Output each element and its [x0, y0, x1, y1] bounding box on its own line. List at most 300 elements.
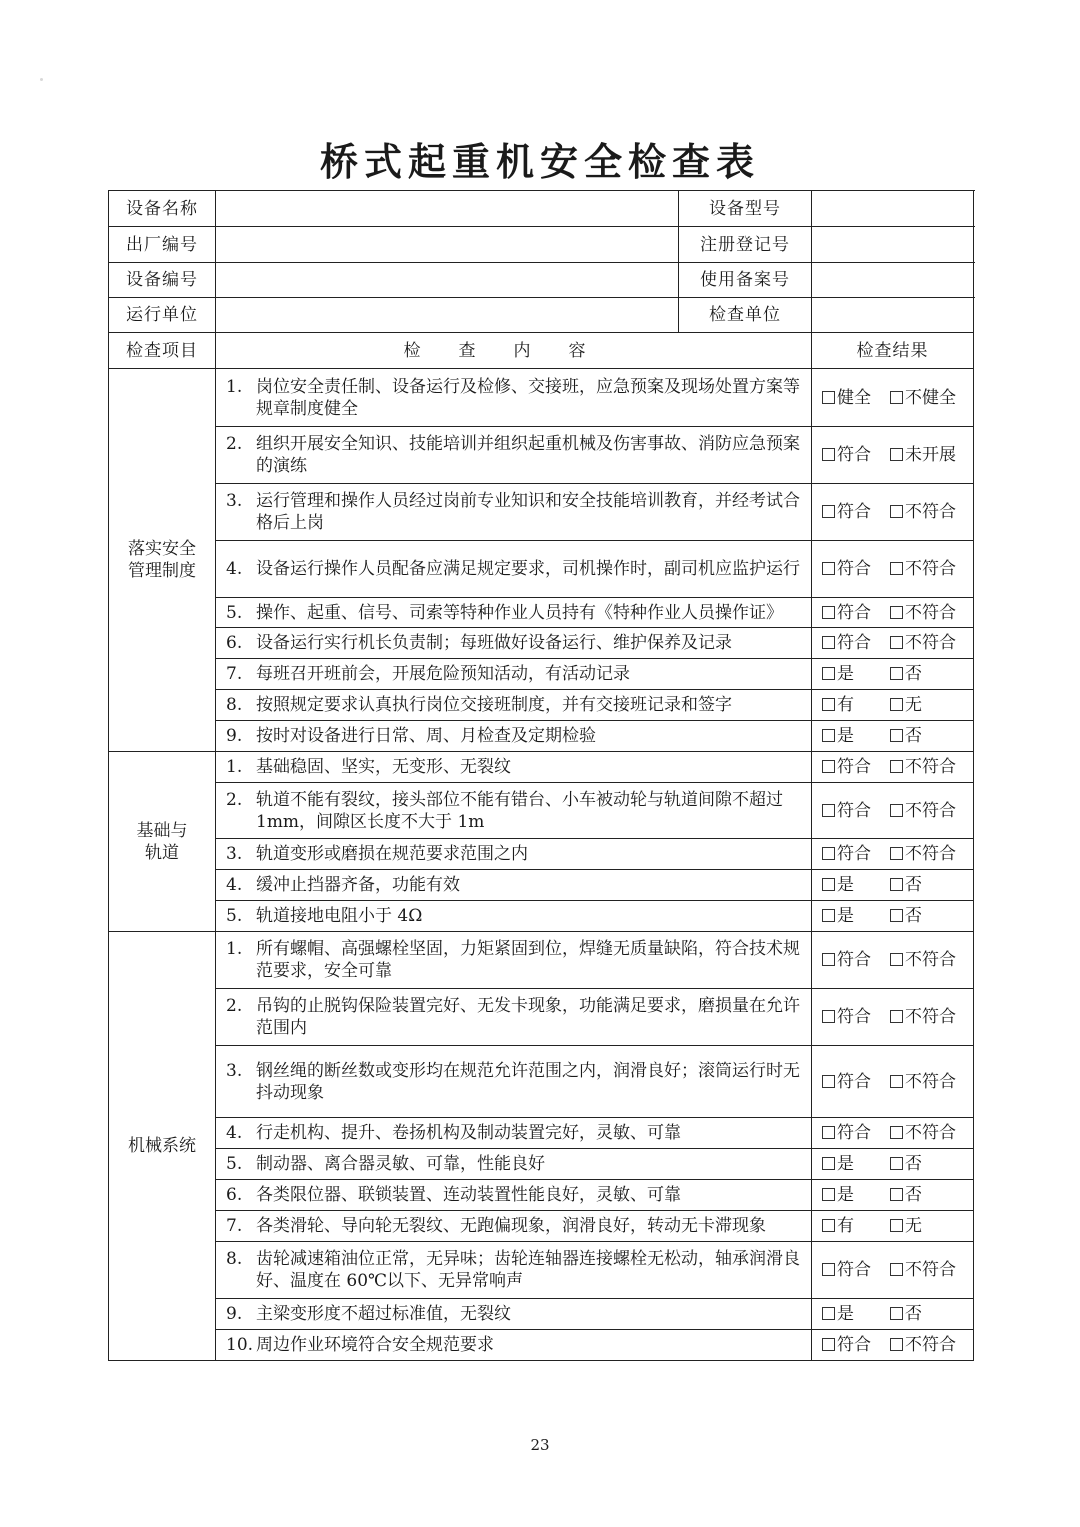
result-option[interactable]	[890, 1215, 922, 1237]
result-option-label: 是	[837, 875, 854, 895]
result-option[interactable]	[822, 387, 884, 409]
check-item-content	[216, 1330, 812, 1361]
checkbox-icon[interactable]	[822, 698, 835, 711]
checkbox-icon[interactable]	[822, 1126, 835, 1139]
check-item-row	[109, 369, 974, 427]
result-option[interactable]	[890, 1303, 922, 1325]
info-label: 注册登记号	[679, 227, 812, 263]
header-check-content	[216, 333, 812, 369]
check-item-row	[109, 628, 974, 659]
scan-speck	[40, 78, 43, 81]
check-result-cell	[812, 932, 974, 989]
info-label: 设备名称	[109, 191, 216, 227]
check-item-row	[109, 901, 974, 932]
check-item-content	[216, 369, 812, 427]
check-item-content	[216, 598, 812, 628]
check-result-cell	[812, 484, 974, 541]
result-option[interactable]	[890, 1006, 956, 1028]
check-item-row	[109, 839, 974, 870]
category-label-line: 管理制度	[128, 561, 196, 581]
checkbox-icon[interactable]	[890, 391, 903, 404]
info-value-field[interactable]	[812, 263, 974, 298]
result-option[interactable]	[890, 725, 922, 747]
check-result-cell	[812, 1299, 974, 1330]
result-option[interactable]	[890, 1071, 956, 1093]
checkbox-icon[interactable]	[822, 1075, 835, 1088]
checkbox-icon[interactable]	[890, 667, 903, 680]
result-option-label: 符合	[837, 1071, 871, 1092]
checkbox-icon[interactable]	[822, 448, 835, 461]
category-label-line: 机械系统	[128, 1136, 196, 1156]
item-number: 5.	[226, 602, 243, 623]
info-value-field[interactable]	[216, 227, 679, 263]
check-item-content	[216, 783, 812, 839]
check-item-row	[109, 1330, 974, 1361]
check-item-row	[109, 1242, 974, 1299]
result-option[interactable]	[822, 663, 884, 685]
info-value-field[interactable]	[216, 298, 679, 333]
item-text: 按时对设备进行日常、周、月检查及定期检验	[256, 726, 596, 746]
check-item-content	[216, 1211, 812, 1242]
checkbox-icon[interactable]	[890, 505, 903, 518]
checkbox-icon[interactable]	[822, 1307, 835, 1320]
result-option[interactable]	[822, 1071, 884, 1093]
header-row	[109, 333, 974, 369]
result-option[interactable]	[822, 843, 884, 865]
item-number: 2.	[226, 996, 243, 1016]
result-option[interactable]	[822, 632, 884, 654]
info-label: 使用备案号	[679, 263, 812, 298]
result-option[interactable]	[890, 800, 956, 822]
result-option-label: 符合	[837, 445, 871, 465]
item-number: 4.	[226, 875, 243, 895]
checkbox-icon[interactable]	[822, 847, 835, 860]
checkbox-icon[interactable]	[890, 1263, 903, 1276]
check-item-row	[109, 932, 974, 989]
result-option-label: 否	[905, 664, 922, 684]
result-option[interactable]	[890, 501, 956, 523]
check-item-row	[109, 989, 974, 1046]
checkbox-icon[interactable]	[822, 636, 835, 649]
check-item-row	[109, 721, 974, 752]
result-option[interactable]	[890, 444, 956, 466]
result-option[interactable]	[890, 905, 922, 927]
check-item-content	[216, 1118, 812, 1149]
result-option[interactable]	[890, 663, 922, 685]
item-text: 齿轮减速箱油位正常，无异味；齿轮连轴器连接螺栓无松动，轴承润滑良好、温度在 60℃以下、无异常响声	[256, 1249, 800, 1291]
check-item-row	[109, 870, 974, 901]
checkbox-icon[interactable]	[890, 606, 903, 619]
result-option-label: 不符合	[905, 1007, 956, 1027]
result-option-label: 无	[905, 1216, 922, 1236]
checkbox-icon[interactable]	[822, 878, 835, 891]
result-option[interactable]	[822, 1259, 884, 1281]
check-result-cell	[812, 1118, 974, 1149]
item-text: 组织开展安全知识、技能培训并组织起重机械及伤害事故、消防应急预案的演练	[256, 434, 800, 476]
result-option[interactable]	[822, 1153, 884, 1175]
checkbox-icon[interactable]	[890, 760, 903, 773]
check-result-cell	[812, 721, 974, 752]
header-content-char: 查	[458, 340, 514, 361]
check-result-cell	[812, 1046, 974, 1118]
checkbox-icon[interactable]	[890, 1126, 903, 1139]
item-text: 岗位安全责任制、设备运行及检修、交接班，应急预案及现场处置方案等规章制度健全	[256, 376, 800, 419]
checkbox-icon[interactable]	[890, 909, 903, 922]
check-result-cell	[812, 1211, 974, 1242]
checkbox-icon[interactable]	[822, 391, 835, 404]
item-text: 制动器、离合器灵敏、可靠，性能良好	[256, 1154, 545, 1174]
check-item-content	[216, 541, 812, 598]
result-option-label: 符合	[837, 559, 871, 579]
item-number: 5.	[226, 1154, 243, 1174]
info-label: 出厂编号	[109, 227, 216, 263]
item-text: 运行管理和操作人员经过岗前专业知识和安全技能培训教育，并经考试合格后上岗	[256, 491, 800, 533]
check-item-row	[109, 752, 974, 783]
result-option[interactable]	[822, 1303, 884, 1325]
item-number: 8.	[226, 1249, 243, 1269]
result-option-label: 不符合	[905, 757, 956, 777]
checkbox-icon[interactable]	[822, 909, 835, 922]
checkbox-icon[interactable]	[822, 667, 835, 680]
info-label: 设备编号	[109, 263, 216, 298]
item-text: 缓冲止挡器齐备，功能有效	[256, 875, 460, 895]
check-result-cell	[812, 901, 974, 932]
result-option[interactable]	[890, 602, 956, 624]
item-text: 操作、起重、信号、司索等特种作业人员持有《特种作业人员操作证》	[256, 602, 783, 623]
page-title: 桥式起重机安全检查表	[319, 139, 760, 184]
item-number: 4.	[226, 559, 243, 579]
checkbox-icon[interactable]	[822, 606, 835, 619]
check-item-row	[109, 1211, 974, 1242]
result-option[interactable]	[822, 725, 884, 747]
result-option-label: 符合	[837, 602, 871, 623]
item-number: 8.	[226, 695, 243, 715]
result-option-label: 符合	[837, 1007, 871, 1027]
checkbox-icon[interactable]	[890, 448, 903, 461]
checkbox-icon[interactable]	[890, 953, 903, 966]
result-option[interactable]	[890, 632, 956, 654]
result-option[interactable]	[890, 843, 956, 865]
item-text: 按照规定要求认真执行岗位交接班制度，并有交接班记录和签字	[256, 695, 732, 715]
info-value-field[interactable]	[812, 227, 974, 263]
checkbox-icon[interactable]	[890, 698, 903, 711]
category-cell	[109, 369, 216, 752]
checkbox-icon[interactable]	[822, 729, 835, 742]
checkbox-icon[interactable]	[822, 562, 835, 575]
info-value-field[interactable]	[216, 263, 679, 298]
check-item-content	[216, 989, 812, 1046]
result-option[interactable]	[822, 558, 884, 580]
result-option[interactable]	[890, 694, 922, 716]
result-option-label: 是	[837, 906, 854, 926]
item-text: 所有螺帽、高强螺栓坚固，力矩紧固到位，焊缝无质量缺陷，符合技术规范要求，安全可靠	[256, 939, 800, 981]
result-option-label: 健全	[837, 387, 871, 408]
item-number: 7.	[226, 1216, 243, 1236]
check-item-content	[216, 932, 812, 989]
checkbox-icon[interactable]	[822, 1263, 835, 1276]
item-text: 主梁变形度不超过标准值，无裂纹	[256, 1304, 511, 1324]
checkbox-icon[interactable]	[822, 505, 835, 518]
result-option[interactable]	[822, 949, 884, 971]
check-result-cell	[812, 989, 974, 1046]
item-text: 轨道不能有裂纹，接头部位不能有错台、小车被动轮与轨道间隙不超过 1mm，间隙区长度不大于 1m	[256, 789, 783, 832]
header-content-char: 内	[513, 340, 569, 361]
result-option[interactable]	[890, 874, 922, 896]
check-item-content	[216, 427, 812, 484]
item-text: 各类限位器、联锁装置、连动装置性能良好，灵敏、可靠	[256, 1185, 681, 1205]
item-number: 1.	[226, 757, 243, 777]
result-option[interactable]	[822, 444, 884, 466]
info-label: 运行单位	[109, 298, 216, 333]
item-text: 轨道变形或磨损在规范要求范围之内	[256, 844, 528, 864]
inspection-form-table	[108, 190, 974, 1361]
category-label-line: 基础与	[136, 820, 188, 841]
checkbox-icon[interactable]	[822, 1188, 835, 1201]
checkbox-icon[interactable]	[822, 953, 835, 966]
check-item-row	[109, 1046, 974, 1118]
result-option-label: 符合	[837, 1123, 871, 1143]
item-number: 6.	[226, 633, 243, 653]
check-item-content	[216, 1149, 812, 1180]
check-item-row	[109, 427, 974, 484]
check-result-cell	[812, 839, 974, 870]
check-result-cell	[812, 659, 974, 690]
result-option[interactable]	[890, 756, 956, 778]
result-option-label: 符合	[837, 950, 871, 970]
checkbox-icon[interactable]	[890, 562, 903, 575]
checkbox-icon[interactable]	[890, 847, 903, 860]
result-option-label: 是	[837, 1304, 854, 1324]
category-cell	[109, 932, 216, 1361]
checkbox-icon[interactable]	[890, 729, 903, 742]
result-option[interactable]	[890, 1259, 956, 1281]
checkbox-icon[interactable]	[890, 804, 903, 817]
check-item-content	[216, 752, 812, 783]
checkbox-icon[interactable]	[890, 1010, 903, 1023]
category-label-line: 落实安全	[128, 539, 196, 559]
check-result-cell	[812, 870, 974, 901]
check-item-row	[109, 690, 974, 721]
result-option-label: 不符合	[905, 1123, 956, 1143]
check-item-content	[216, 839, 812, 870]
item-number: 3.	[226, 1060, 243, 1081]
check-item-content	[216, 721, 812, 752]
item-number: 7.	[226, 664, 243, 684]
header-check-item: 检查项目	[109, 333, 216, 369]
check-item-row	[109, 1180, 974, 1211]
result-option-label: 不符合	[905, 602, 956, 623]
checkbox-icon[interactable]	[890, 1338, 903, 1351]
info-row	[109, 298, 974, 333]
result-option[interactable]	[822, 1006, 884, 1028]
info-value-field[interactable]	[812, 298, 974, 333]
item-number: 1.	[226, 376, 243, 397]
result-option-label: 否	[905, 1185, 922, 1205]
check-item-row	[109, 598, 974, 628]
category-label-line: 轨道	[145, 842, 179, 863]
item-text: 钢丝绳的断丝数或变形均在规范允许范围之内，润滑良好；滚筒运行时无抖动现象	[256, 1060, 800, 1103]
info-value-field[interactable]	[216, 191, 679, 227]
info-row	[109, 263, 974, 298]
result-option[interactable]	[822, 1334, 884, 1356]
check-result-cell	[812, 541, 974, 598]
item-number: 2.	[226, 789, 243, 810]
category-cell	[109, 752, 216, 932]
result-option[interactable]	[822, 756, 884, 778]
result-option[interactable]	[822, 694, 884, 716]
item-number: 2.	[226, 434, 243, 454]
result-option-label: 不符合	[905, 1260, 956, 1280]
checkbox-icon[interactable]	[890, 878, 903, 891]
item-text: 周边作业环境符合安全规范要求	[256, 1335, 494, 1355]
checkbox-icon[interactable]	[890, 1188, 903, 1201]
check-item-row	[109, 783, 974, 839]
result-option-label: 不符合	[905, 559, 956, 579]
result-option[interactable]	[822, 800, 884, 822]
item-number: 3.	[226, 844, 243, 864]
check-result-cell	[812, 369, 974, 427]
check-result-cell	[812, 1242, 974, 1299]
result-option[interactable]	[890, 1153, 922, 1175]
checkbox-icon[interactable]	[822, 1338, 835, 1351]
check-result-cell	[812, 427, 974, 484]
result-option-label: 否	[905, 1154, 922, 1174]
item-text: 每班召开班前会，开展危险预知活动，有活动记录	[256, 664, 630, 684]
item-number: 9.	[226, 726, 243, 746]
result-option-label: 符合	[837, 800, 871, 821]
item-text: 各类滑轮、导向轮无裂纹、无跑偏现象，润滑良好，转动无卡滞现象	[256, 1216, 766, 1236]
result-option[interactable]	[822, 1122, 884, 1144]
result-option-label: 不符合	[905, 502, 956, 522]
check-result-cell	[812, 1180, 974, 1211]
header-content-char: 容	[568, 340, 624, 361]
info-label: 检查单位	[679, 298, 812, 333]
header-content-char: 检	[403, 340, 459, 361]
checkbox-icon[interactable]	[890, 636, 903, 649]
checkbox-icon[interactable]	[822, 1219, 835, 1232]
item-text: 行走机构、提升、卷扬机构及制动装置完好，灵敏、可靠	[256, 1123, 681, 1143]
result-option-label: 不符合	[905, 1071, 956, 1092]
result-option-label: 有	[837, 695, 854, 715]
result-option-label: 符合	[837, 757, 871, 777]
check-result-cell	[812, 1149, 974, 1180]
item-number: 3.	[226, 491, 243, 511]
checkbox-icon[interactable]	[890, 1219, 903, 1232]
item-number: 6.	[226, 1185, 243, 1205]
result-option-label: 符合	[837, 1260, 871, 1280]
check-item-content	[216, 628, 812, 659]
info-value-field[interactable]	[812, 191, 974, 227]
result-option-label: 是	[837, 1185, 854, 1205]
result-option-label: 无	[905, 695, 922, 715]
check-result-cell	[812, 690, 974, 721]
result-option[interactable]	[890, 949, 956, 971]
check-item-row	[109, 1149, 974, 1180]
result-option-label: 否	[905, 906, 922, 926]
item-number: 5.	[226, 906, 243, 926]
result-option-label: 符合	[837, 502, 871, 522]
result-option[interactable]	[822, 874, 884, 896]
item-number: 4.	[226, 1123, 243, 1143]
info-row	[109, 191, 974, 227]
item-text: 吊钩的止脱钩保险装置完好、无发卡现象，功能满足要求，磨损量在允许范围内	[256, 996, 800, 1038]
page-number: 23	[530, 1436, 550, 1454]
result-option[interactable]	[890, 1184, 922, 1206]
item-number: 1.	[226, 939, 243, 959]
result-option[interactable]	[822, 1184, 884, 1206]
item-text: 轨道接地电阻小于 4Ω	[256, 906, 423, 926]
item-number: 10.	[226, 1335, 254, 1355]
checkbox-icon[interactable]	[890, 1075, 903, 1088]
checkbox-icon[interactable]	[822, 760, 835, 773]
result-option-label: 符合	[837, 633, 871, 653]
result-option-label: 否	[905, 1304, 922, 1324]
result-option-label: 不符合	[905, 950, 956, 970]
result-option-label: 否	[905, 875, 922, 895]
result-option-label: 符合	[837, 844, 871, 864]
check-item-content	[216, 659, 812, 690]
check-item-row	[109, 484, 974, 541]
item-text: 设备运行操作人员配备应满足规定要求，司机操作时，副司机应监护运行	[256, 559, 800, 579]
check-result-cell	[812, 628, 974, 659]
result-option-label: 是	[837, 664, 854, 684]
checkbox-icon[interactable]	[890, 1157, 903, 1170]
info-row	[109, 227, 974, 263]
item-text: 基础稳固、坚实，无变形、无裂纹	[256, 757, 511, 777]
result-option[interactable]	[890, 558, 956, 580]
item-text: 设备运行实行机长负责制；每班做好设备运行、维护保养及记录	[256, 633, 732, 653]
check-item-content	[216, 1180, 812, 1211]
check-item-content	[216, 870, 812, 901]
info-label: 设备型号	[679, 191, 812, 227]
check-item-content	[216, 690, 812, 721]
check-item-content	[216, 484, 812, 541]
result-option-label: 符合	[837, 1335, 871, 1355]
result-option[interactable]	[890, 1122, 956, 1144]
result-option-label: 是	[837, 726, 854, 746]
header-check-result: 检查结果	[812, 333, 974, 369]
result-option[interactable]	[890, 387, 956, 409]
check-item-content	[216, 1299, 812, 1330]
result-option-label: 是	[837, 1154, 854, 1174]
result-option-label: 不健全	[905, 387, 956, 408]
result-option-label: 不符合	[905, 844, 956, 864]
checkbox-icon[interactable]	[890, 1307, 903, 1320]
result-option-label: 有	[837, 1216, 854, 1236]
checkbox-icon[interactable]	[822, 1157, 835, 1170]
checkbox-icon[interactable]	[822, 804, 835, 817]
item-number: 9.	[226, 1304, 243, 1324]
result-option[interactable]	[890, 1334, 956, 1356]
check-result-cell	[812, 1330, 974, 1361]
result-option[interactable]	[822, 1215, 884, 1237]
result-option[interactable]	[822, 501, 884, 523]
check-item-row	[109, 659, 974, 690]
check-result-cell	[812, 783, 974, 839]
checkbox-icon[interactable]	[822, 1010, 835, 1023]
check-result-cell	[812, 752, 974, 783]
check-item-content	[216, 1242, 812, 1299]
result-option-label: 否	[905, 726, 922, 746]
check-item-row	[109, 541, 974, 598]
result-option[interactable]	[822, 905, 884, 927]
result-option-label: 不符合	[905, 633, 956, 653]
check-item-row	[109, 1299, 974, 1330]
check-item-row	[109, 1118, 974, 1149]
result-option-label: 未开展	[905, 445, 956, 465]
result-option[interactable]	[822, 602, 884, 624]
check-item-content	[216, 1046, 812, 1118]
